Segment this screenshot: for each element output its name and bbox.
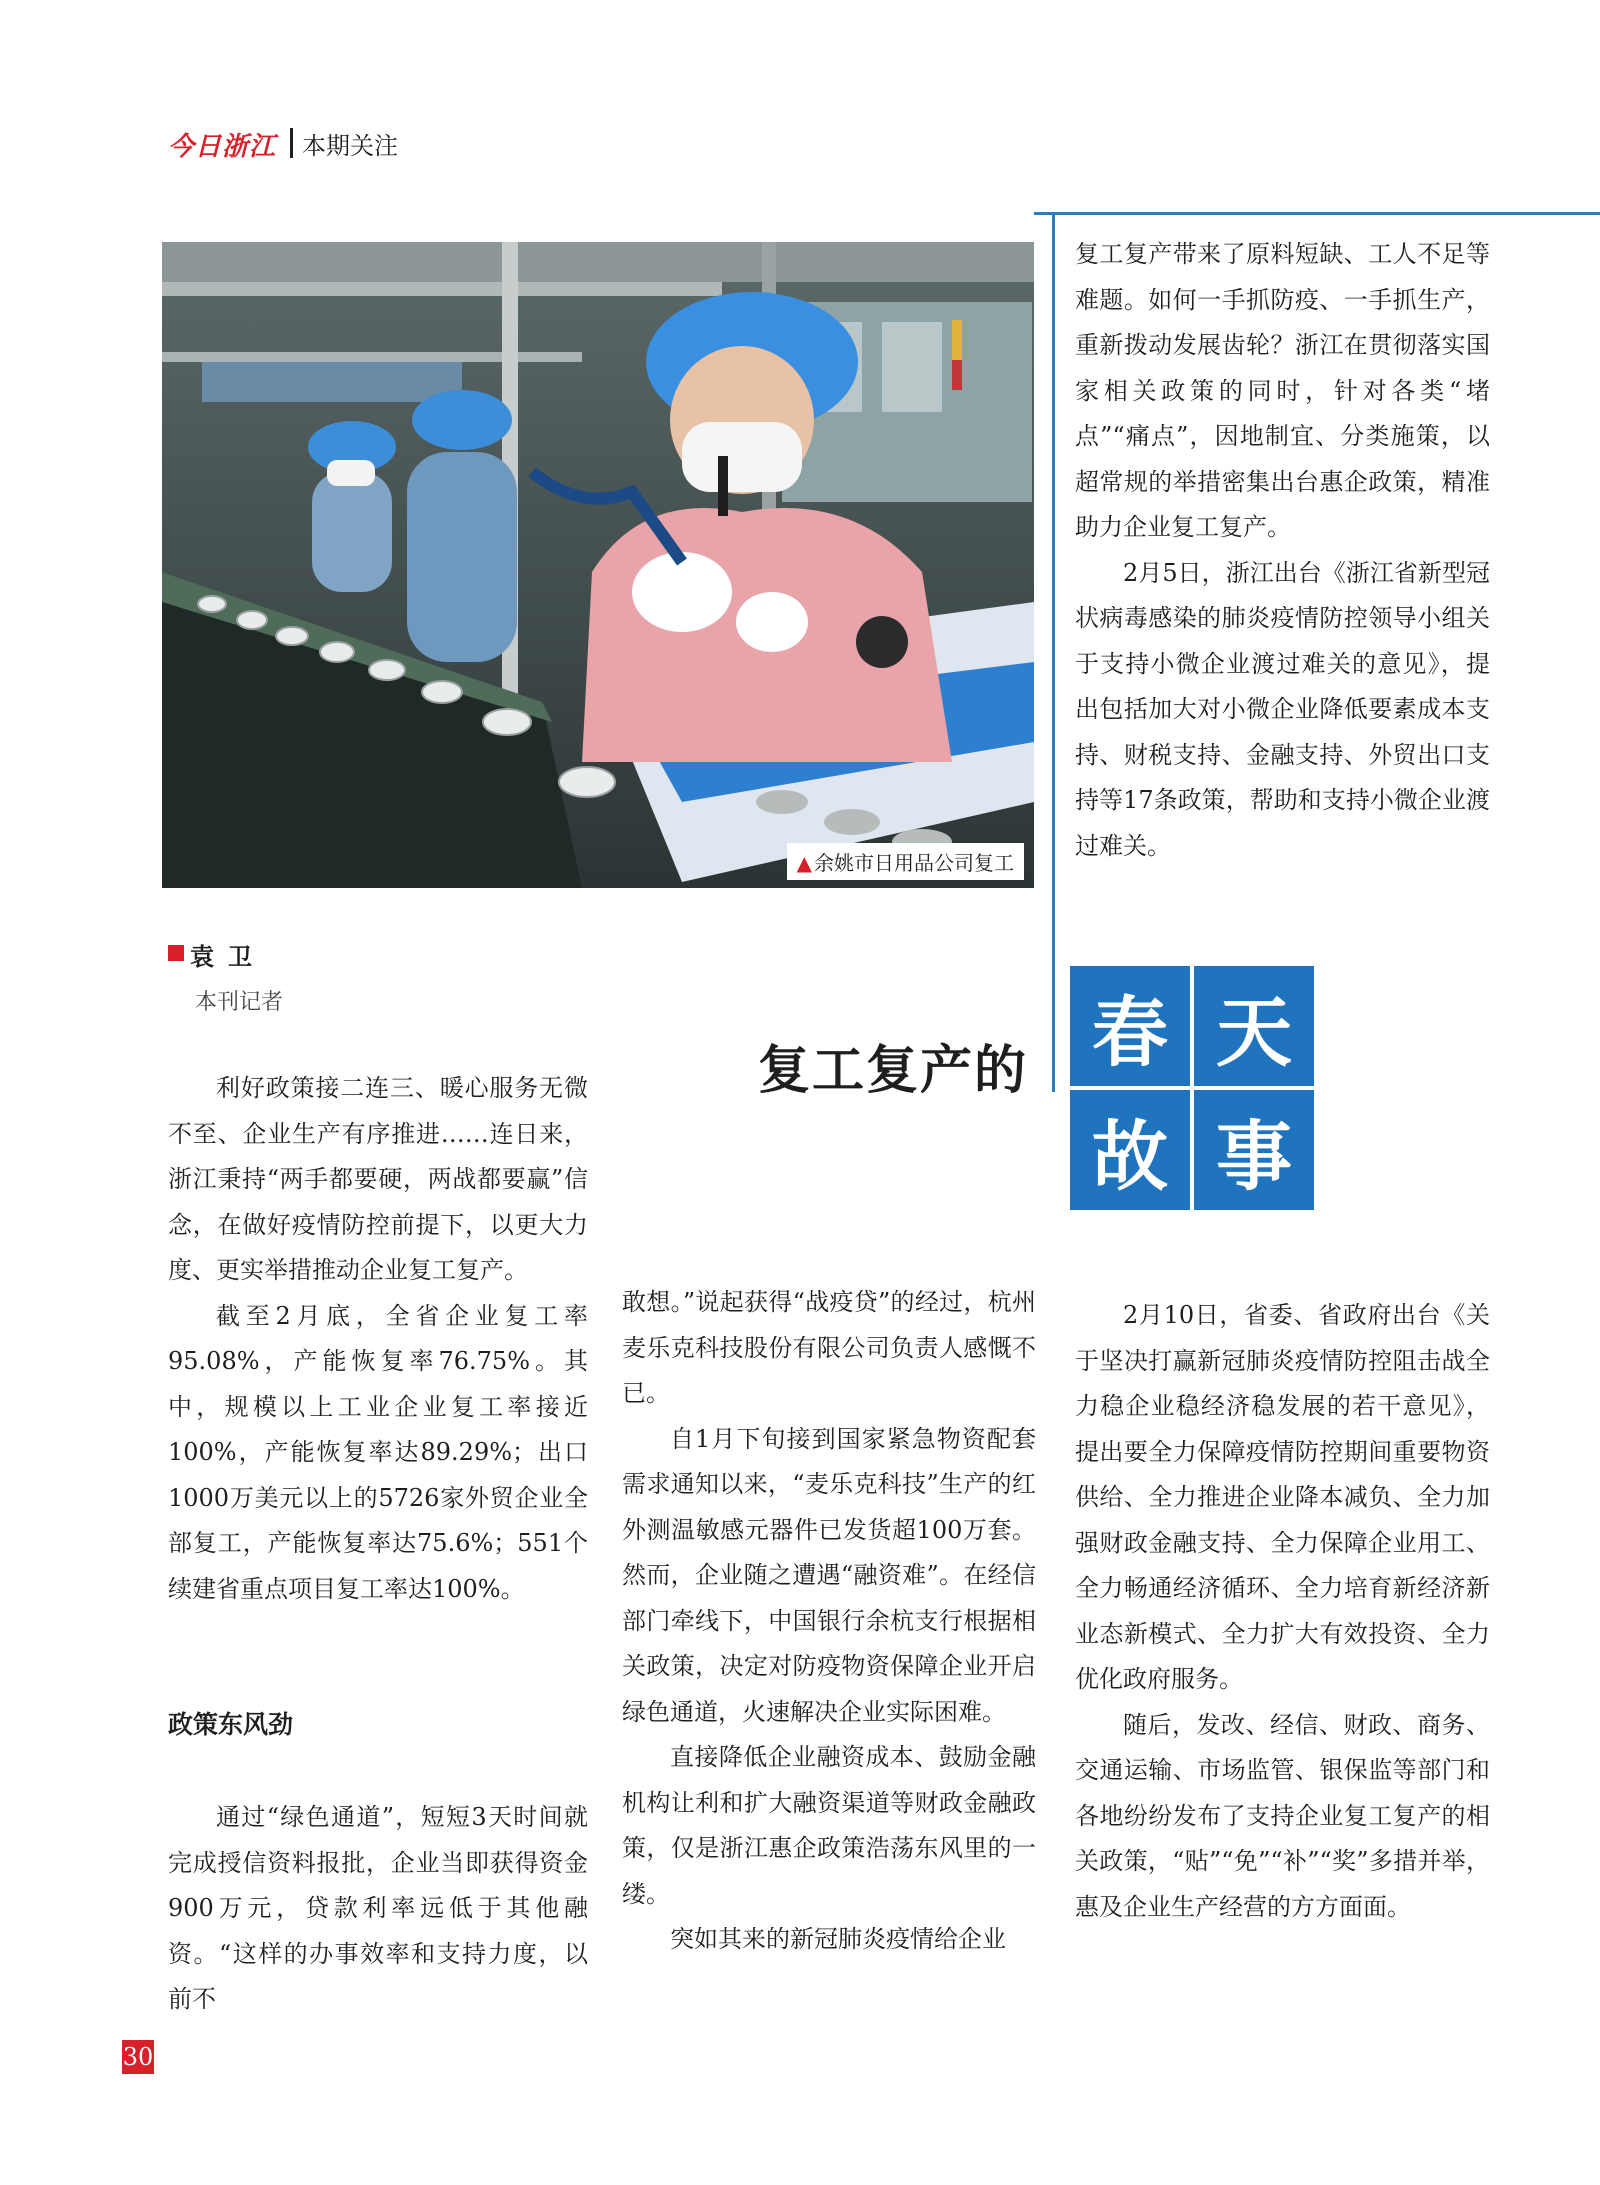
column-1-bottom — [168, 1795, 588, 2023]
header-divider — [290, 128, 293, 158]
paragraph: 截至2月底，全省企业复工率95.08%，产能恢复率76.75%。其中，规模以上工业企业复工率接近100%，产能恢复率达89.29%；出口1000万美元以上的5726家外贸企业全部复工，产能恢复率达75.6%；551个续建省重点项目复工率达100%。 — [168, 1301, 588, 1603]
decorative-rule-top — [1034, 212, 1600, 215]
photo-caption — [787, 843, 1024, 880]
title-box-2: 天 — [1194, 966, 1314, 1086]
author-name: 袁卫 — [190, 943, 266, 971]
factory-photo-illustration — [162, 242, 1034, 888]
paragraph: 敢想。”说起获得“战疫贷”的经过，杭州麦乐克科技股份有限公司负责人感慨不已。 — [622, 1288, 1036, 1407]
paragraph: 2月10日，省委、省政府出台《关于坚决打赢新冠肺炎疫情防控阻击战全力稳企业稳经济稳发展的若干意见》，提出要全力保障疫情防控期间重要物资供给、全力推进企业降本减负、全力加强财政金融支持、全力保障企业用工、全力畅通经济循环、全力培育新经济新业态新模式、全力扩大有效投资、全力优化政府服务。 — [1075, 1301, 1490, 1693]
subheading: 政策东风劲 — [168, 1710, 294, 1739]
paragraph: 通过“绿色通道”，短短3天时间就完成授信资料报批，企业当即获得资金900万元，贷款利率远低于其他融资。“这样的办事效率和支持力度，以前不 — [168, 1803, 588, 2013]
factory-photo — [162, 242, 1034, 888]
page-number: 30 — [122, 2040, 154, 2074]
photo-caption-text: 余姚市日用品公司复工 — [814, 851, 1014, 875]
paragraph: 利好政策接二连三、暖心服务无微不至、企业生产有序推进……连日来，浙江秉持“两手都要硬，两战都要赢”信念，在做好疫情防控前提下，以更大力度、更实举措推动企业复工复产。 — [168, 1074, 588, 1284]
paragraph: 2月5日，浙江出台《浙江省新型冠状病毒感染的肺炎疫情防控领导小组关于支持小微企业渡过难关的意见》，提出包括加大对小微企业降低要素成本支持、财税支持、金融支持、外贸出口支持等17条政策，帮助和支持小微企业渡过难关。 — [1075, 558, 1490, 860]
caption-triangle-icon: ▲ — [796, 851, 812, 875]
title-box-3: 故 — [1070, 1090, 1190, 1210]
byline-square-icon — [168, 945, 184, 961]
column-1-top — [168, 1066, 588, 1612]
author-role: 本刊记者 — [195, 990, 284, 1015]
title-box-4: 事 — [1194, 1090, 1314, 1210]
column-3-top — [1075, 232, 1490, 869]
article-title-lead: 复工复产的 — [758, 1040, 1029, 1101]
title-box-1: 春 — [1070, 966, 1190, 1086]
paragraph: 随后，发改、经信、财政、商务、交通运输、市场监管、银保监等部门和各地纷纷发布了支持企业复工复产的相关政策，“贴”“免”“补”“奖”多措并举，惠及企业生产经营的方方面面。 — [1075, 1710, 1490, 1921]
paragraph: 突如其来的新冠肺炎疫情给企业 — [670, 1925, 1006, 1953]
column-2 — [622, 1280, 1036, 1963]
column-3-bottom — [1075, 1293, 1490, 1930]
decorative-rule-vertical — [1052, 212, 1055, 1092]
magazine-logo: 今日浙江 — [168, 132, 277, 162]
paragraph: 复工复产带来了原料短缺、工人不足等难题。如何一手抓防疫、一手抓生产，重新拨动发展齿轮？浙江在贯彻落实国家相关政策的同时，针对各类“堵点”“痛点”，因地制宜、分类施策，以超常规的举措密集出台惠企政策，精准助力企业复工复产。 — [1075, 240, 1490, 541]
paragraph: 自1月下旬接到国家紧急物资配套需求通知以来，“麦乐克科技”生产的红外测温敏感元器件已发货超100万套。然而，企业随之遭遇“融资难”。在经信部门牵线下，中国银行余杭支行根据相关政策，决定对防疫物资保障企业开启绿色通道，火速解决企业实际困难。 — [622, 1424, 1036, 1726]
section-label: 本期关注 — [302, 132, 398, 160]
paragraph: 直接降低企业融资成本、鼓励金融机构让利和扩大融资渠道等财政金融政策，仅是浙江惠企政策浩荡东风里的一缕。 — [622, 1743, 1036, 1908]
